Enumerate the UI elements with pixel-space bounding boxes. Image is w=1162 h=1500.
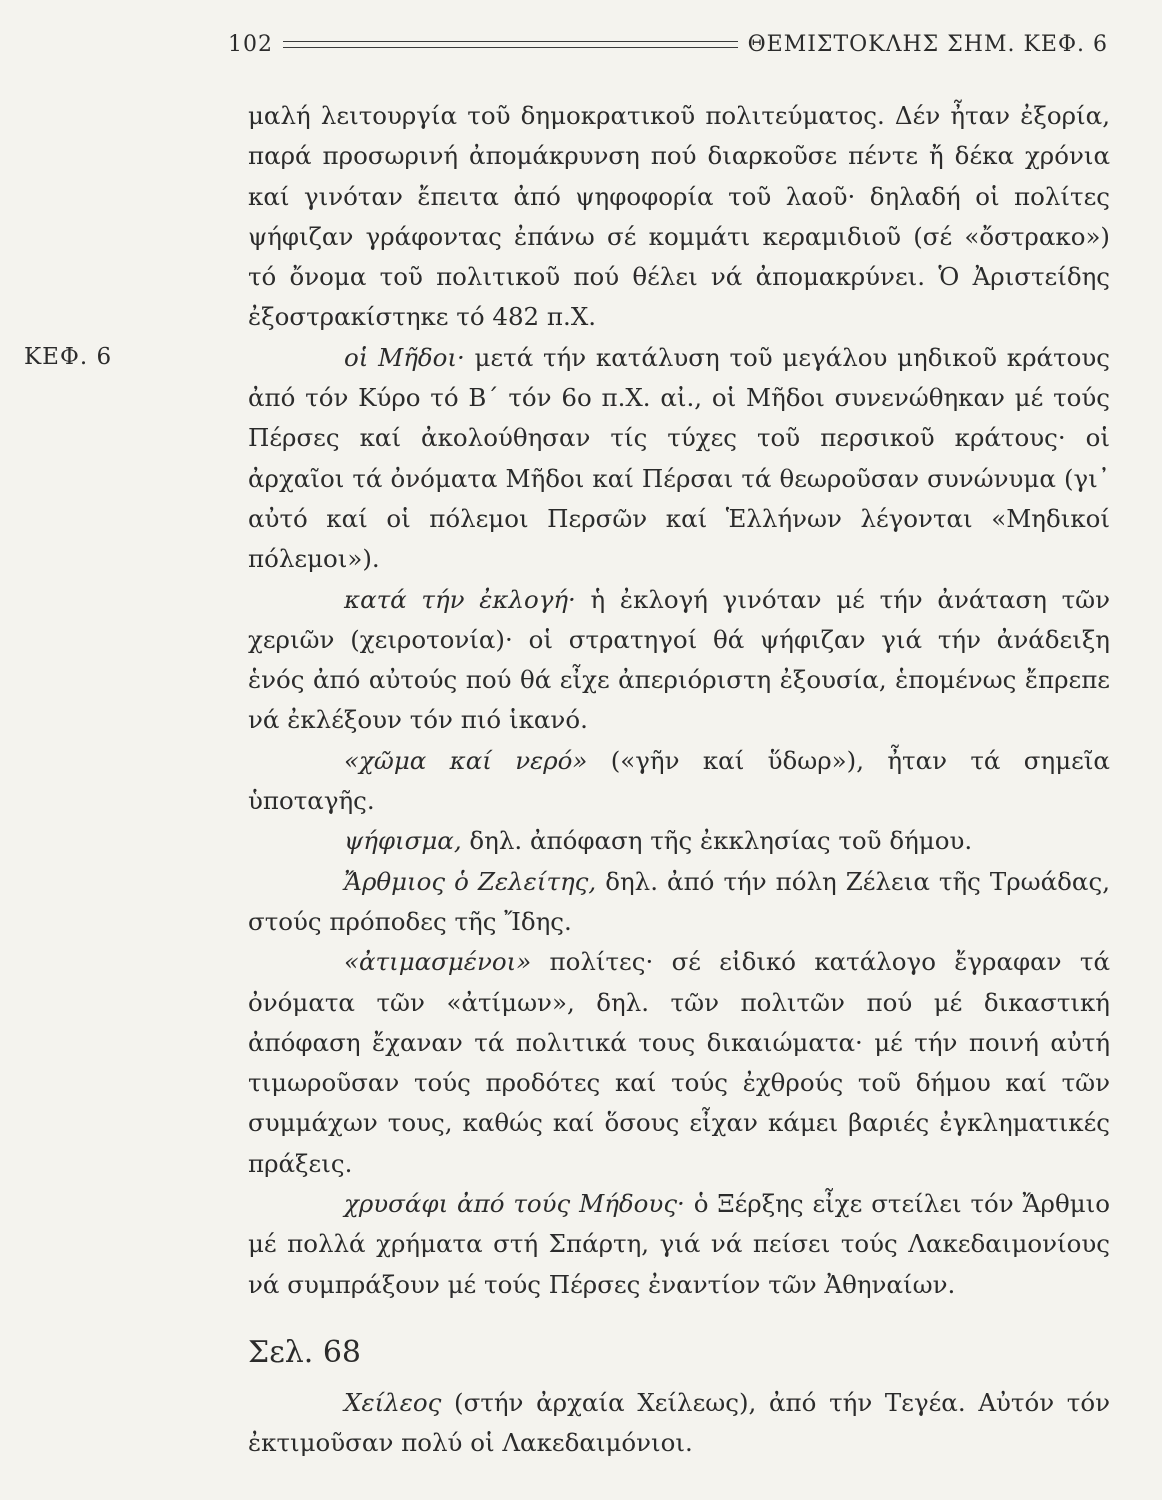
- note-term: οἱ Μῆδοι·: [344, 342, 465, 372]
- note-paragraph: [248, 338, 1110, 580]
- note-term: Χείλεος: [344, 1387, 442, 1417]
- note-paragraph: [248, 1184, 1110, 1305]
- margin-chapter-note: ΚΕΦ. 6: [24, 344, 113, 370]
- note-paragraph: [248, 1383, 1110, 1464]
- note-paragraph: [248, 741, 1110, 822]
- note-text: δηλ. ἀπό τήν πόλη Ζέλεια τῆς Τρωάδας, στούς πρόποδες τῆς Ἴδης.: [248, 866, 1110, 936]
- note-text: ὁ Ξέρξης εἶχε στείλει τόν Ἄρθμιο μέ πολλά χρήματα στή Σπάρτη, γιά νά πείσει τούς Λακεδαιμονίους νά συμπράξουν μέ τούς Πέρσες ἐναντίον τῶν Ἀθηναίων.: [248, 1189, 1110, 1299]
- note-text: μετά τήν κατάλυση τοῦ μεγάλου μηδικοῦ κράτους ἀπό τόν Κύρο τό Β΄ τόν 6ο π.Χ. αἰ., οἱ Μῆδοι συνενώθηκαν μέ τούς Πέρσες καί ἀκολούθησαν τίς τύχες τοῦ περσικοῦ κράτους· οἱ ἀρχαῖοι τά ὀνόματα Μῆδοι καί Πέρσαι τά θεωροῦσαν συνώνυμα (γι᾽ αὐτό καί οἱ πόλεμοι Περσῶν καί Ἑλλήνων λέγονται «Μηδικοί πόλεμοι»).: [248, 342, 1110, 574]
- note-term: κατά τήν ἐκλογή·: [344, 584, 576, 614]
- header-double-rule: [283, 41, 738, 48]
- note-paragraph: [248, 821, 1110, 861]
- note-text: δηλ. ἀπόφαση τῆς ἐκκλησίας τοῦ δήμου.: [461, 826, 973, 856]
- page-header: [228, 14, 1108, 74]
- note-term: ψήφισμα,: [344, 826, 462, 856]
- page-number: 102: [228, 31, 273, 57]
- note-paragraph: [248, 942, 1110, 1184]
- note-text: μαλή λειτουργία τοῦ δημοκρατικοῦ πολιτεύματος. Δέν ἦταν ἐξορία, παρά προσωρινή ἀπομάκρυνση πού διαρκοῦσε πέντε ἤ δέκα χρόνια καί γινόταν ἔπειτα ἀπό ψηφοφορία τοῦ λαοῦ· δηλαδή οἱ πολίτες ψήφιζαν γράφοντας ἐπάνω σέ κομμάτι κεραμιδιοῦ (σέ «ὄστρακο») τό ὄνομα τοῦ πολιτικοῦ πού θέλει νά ἀπομακρύνει. Ὁ Ἀριστείδης ἐξοστρακίστηκε τό 482 π.Χ.: [248, 101, 1110, 332]
- note-term: Ἄρθμιος ὁ Ζελείτης,: [344, 866, 597, 896]
- note-paragraph: [248, 96, 1110, 338]
- running-head: ΘΕΜΙΣΤΟΚΛΗΣ ΣΗΜ. ΚΕΦ. 6: [747, 31, 1108, 57]
- note-term: «χῶμα καί νερό»: [344, 745, 588, 775]
- note-term: «ἀτιμασμένοι»: [344, 947, 532, 977]
- notes-body: [248, 96, 1110, 1464]
- note-text: πολίτες· σέ εἰδικό κατάλογο ἔγραφαν τά ὀνόματα τῶν «ἀτίμων», δηλ. τῶν πολιτῶν πού μέ δικαστική ἀπόφαση ἔχαναν τά πολιτικά τους δικαιώματα· μέ τήν ποινή αὐτή τιμωροῦσαν τούς προδότες καί τούς ἐχθρούς τοῦ δήμου καί τῶν συμμάχων τους, καθώς καί ὅσους εἶχαν κάμει βαριές ἐγκληματικές πράξεις.: [248, 947, 1110, 1178]
- note-text: («γῆν καί ὕδωρ»), ἦταν τά σημεῖα ὑποταγῆς.: [248, 745, 1110, 816]
- note-paragraph: [248, 580, 1110, 741]
- note-paragraph: [248, 862, 1110, 943]
- note-text: ἡ ἐκλογή γινόταν μέ τήν ἀνάταση τῶν χεριῶν (χειροτονία)· οἱ στρατηγοί θά ψήφιζαν γιά τήν ἀνάδειξη ἑνός ἀπό αὐτούς πού θά εἶχε ἀπεριόριστη ἐξουσία, ἑπομένως ἔπρεπε νά ἐκλέξουν τόν πιό ἱκανό.: [248, 584, 1111, 735]
- note-term: χρυσάφι ἀπό τούς Μήδους·: [344, 1189, 685, 1219]
- note-text: (στήν ἀρχαία Χείλεως), ἀπό τήν Τεγέα. Αὐτόν τόν ἐκτιμοῦσαν πολύ οἱ Λακεδαιμόνιοι.: [248, 1387, 1110, 1458]
- section-heading: Σελ. 68: [248, 1334, 362, 1370]
